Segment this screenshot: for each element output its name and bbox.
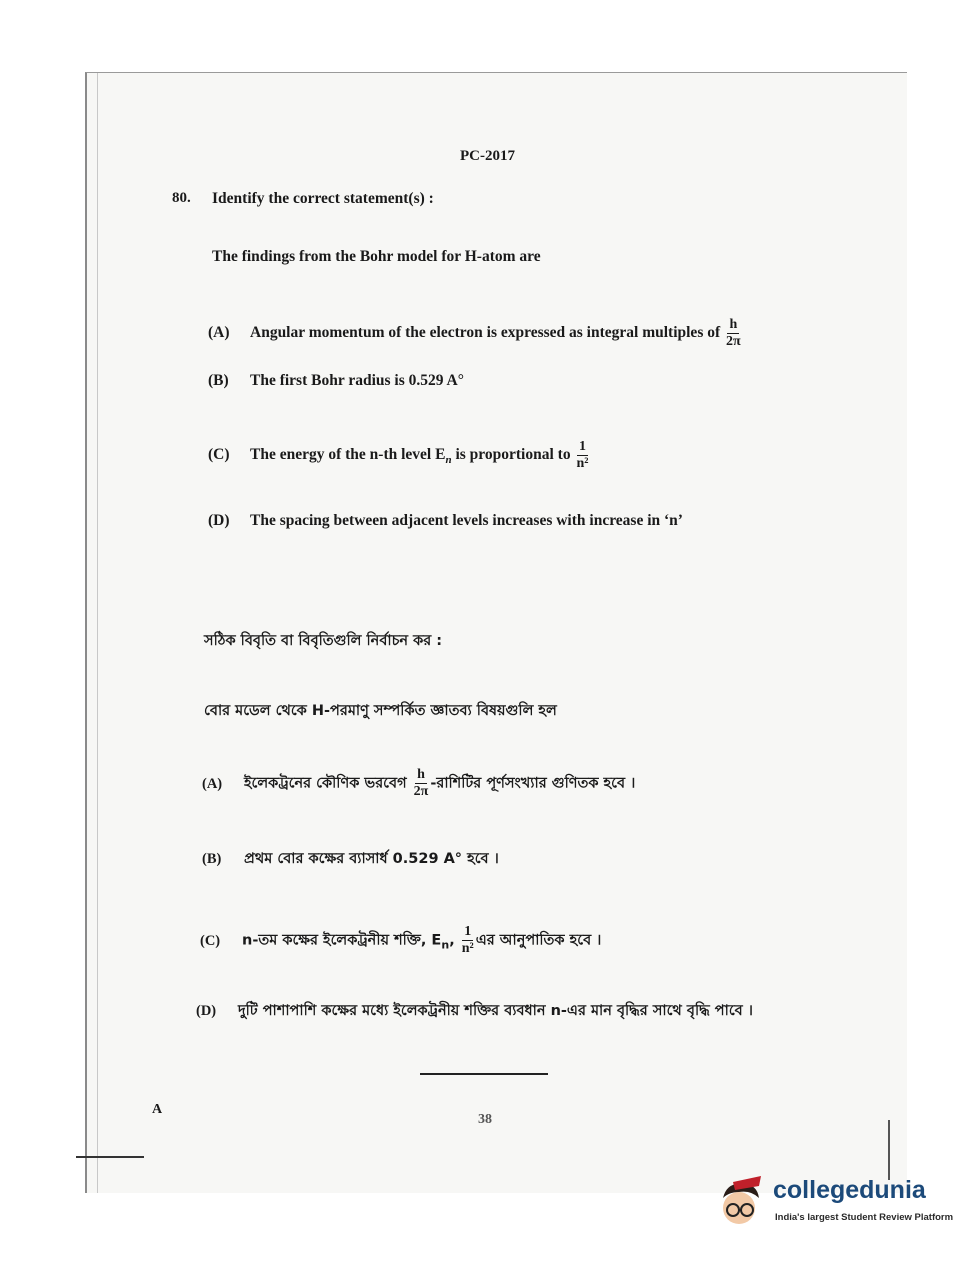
fraction-denominator: n² (461, 941, 474, 956)
page-header: PC-2017 (460, 148, 515, 164)
fraction-numerator: h (417, 767, 425, 782)
option-a-text1: ইলেকট্রনের কৌণিক ভরবেগ (244, 775, 407, 792)
option-b-en (208, 372, 464, 390)
option-d-bn (196, 1000, 753, 1024)
option-c-label: (C) (200, 932, 221, 949)
option-a-text: Angular momentum of the electron is expressed as integral multiples of (250, 324, 721, 342)
option-d-text: দুটি পাশাপাশি কক্ষের মধ্যে ইলেকট্রনীয় শক্তির ব্যবধান n-এর মান বৃদ্ধির সাথে বৃদ্ধি পাবে । (238, 1003, 753, 1019)
set-code: A (152, 1102, 163, 1117)
brand-tagline: India's largest Student Review Platform (775, 1212, 954, 1223)
option-b-label: (B) (208, 372, 229, 389)
option-a-en (208, 318, 743, 349)
option-d-en (208, 512, 683, 530)
option-a-label: (A) (208, 324, 230, 342)
option-c-text2: এর আনুপাতিক হবে । (475, 932, 602, 949)
option-c-label: (C) (208, 446, 230, 464)
margin-bar (888, 1120, 890, 1180)
fraction-h-over-2pi (726, 318, 741, 349)
option-a-bn (202, 768, 635, 799)
fraction-numerator: h (729, 317, 738, 332)
question-number: 80. (172, 190, 191, 206)
question-intro-en: The findings from the Bohr model for H-atom are (212, 248, 541, 265)
option-d-label: (D) (196, 1003, 217, 1019)
option-c-en (208, 440, 590, 471)
fraction-numerator: 1 (578, 439, 586, 454)
option-b-bn (202, 848, 499, 872)
question-intro-bn: বোর মডেল থেকে H-পরমাণু সম্পর্কিত জ্ঞাতব্য বিষয়গুলি হল (204, 703, 557, 719)
option-d-text: The spacing between adjacent levels increases with increase in ‘n’ (250, 512, 683, 529)
fraction-1-over-n2 (576, 440, 588, 471)
page-number: 38 (478, 1112, 492, 1127)
option-c-text2: is proportional to (455, 446, 571, 464)
option-c-subscript: n (445, 454, 452, 467)
question-prompt-en: Identify the correct statement(s) : (212, 190, 434, 207)
option-c-subscript: n (441, 938, 450, 952)
fraction-h-over-2pi (414, 768, 429, 799)
footer-rule (420, 1073, 548, 1075)
mascot-icon (715, 1172, 771, 1230)
option-c-text: The energy of the n-th level E (250, 446, 446, 464)
brand-name: collegedunia (773, 1176, 926, 1204)
margin-dash (76, 1156, 144, 1158)
option-c-bn: (C) n-তম কক্ষের ইলেকট্রনীয় শক্তি, $E_n$, $\frac{1}{\text{n²}}$ এর আনুপাতিক হবে । (200, 924, 602, 956)
fraction-denominator: 2π (413, 784, 429, 799)
option-c-text1: n-তম কক্ষের ইলেকট্রনীয় শক্তি, E (242, 932, 442, 949)
option-d-label: (D) (208, 512, 230, 529)
fraction-denominator: n² (576, 456, 589, 471)
fraction-1-over-n2 (462, 925, 474, 956)
option-a-label: (A) (202, 775, 223, 792)
option-b-text: The first Bohr radius is 0.529 A° (250, 372, 464, 389)
option-b-label: (B) (202, 851, 222, 867)
option-b-text: প্রথম বোর কক্ষের ব্যাসার্ধ 0.529 A° হবে । (244, 851, 499, 867)
collegedunia-watermark (715, 1172, 954, 1232)
option-a-text2: -রাশিটির পূর্ণসংখ্যার গুণিতক হবে । (430, 775, 636, 792)
question-prompt-bn: সঠিক বিবৃতি বা বিবৃতিগুলি নির্বাচন কর : (204, 633, 443, 649)
fraction-denominator: 2π (726, 334, 741, 349)
fraction-numerator: 1 (464, 924, 472, 939)
